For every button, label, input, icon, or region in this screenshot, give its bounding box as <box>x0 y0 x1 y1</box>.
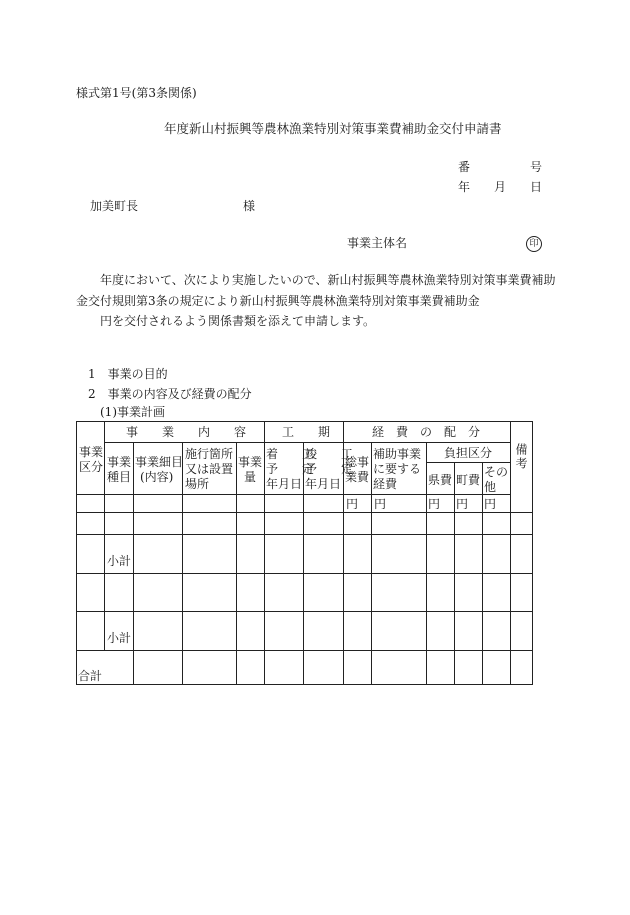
header-total-cost-line1: 総事 <box>345 455 370 469</box>
header-start-date-line2: 予 定 <box>266 462 315 476</box>
header-start-date-line3: 年月日 <box>266 477 303 491</box>
header-project-category-line2: 区分 <box>79 460 104 474</box>
applicant-label: 事業主体名 <box>347 236 408 250</box>
yen-unit-other: 円 <box>484 497 497 511</box>
header-total-cost-line2: 業費 <box>345 470 370 484</box>
document-title: 年度新山村振興等農林漁業特別対策事業費補助金交付申請書 <box>164 121 502 136</box>
header-completion-date-line3: 年月日 <box>305 477 342 491</box>
header-start-date-line1: 着 工 <box>266 447 315 461</box>
addressee-honorific: 様 <box>243 199 256 213</box>
project-plan-table <box>76 421 533 685</box>
subtotal-label-2: 小計 <box>107 631 132 645</box>
header-other-line2: 他 <box>484 480 497 494</box>
item-plan: (1)事業計画 <box>100 405 165 419</box>
body-line-1: 年度において、次により実施したいので、新山村振興等農林漁業特別対策事業費補助 <box>100 273 556 287</box>
header-subsidized-cost-line2: に要する <box>373 462 422 476</box>
date-label: 年 月 日 <box>458 180 543 194</box>
item-purpose: 1 事業の目的 <box>88 367 168 381</box>
form-number: 様式第1号(第3条関係) <box>76 86 197 100</box>
header-quantity-line1: 事業 <box>238 455 263 469</box>
header-project-type-line2: 種目 <box>107 470 132 484</box>
header-construction-period: 工 期 <box>282 425 331 439</box>
yen-unit-prefecture: 円 <box>428 497 441 511</box>
header-other-line1: その <box>484 465 509 479</box>
header-location-line2: 又は設置 <box>185 462 234 476</box>
header-subsidized-cost-line1: 補助事業 <box>373 447 422 461</box>
header-location-line3: 場所 <box>185 477 210 491</box>
document-number-label: 番 号 <box>458 160 543 174</box>
header-project-content: 事 業 内 容 <box>126 425 247 439</box>
grand-total-label: 合計 <box>78 669 103 683</box>
header-completion-date-line2: 予 定 <box>305 462 354 476</box>
body-line-3: 円を交付されるよう関係書類を添えて申請します。 <box>100 314 376 328</box>
addressee: 加美町長 <box>90 199 139 213</box>
header-burden-category: 負担区分 <box>444 446 493 460</box>
header-town-cost: 町費 <box>456 473 481 487</box>
header-project-detail-line1: 事業細目 <box>135 455 184 469</box>
yen-unit-town: 円 <box>456 497 469 511</box>
header-project-category-line1: 事業 <box>79 445 104 459</box>
yen-unit-total: 円 <box>346 497 359 511</box>
header-prefecture-cost: 県費 <box>428 473 453 487</box>
header-project-type-line1: 事業 <box>107 455 132 469</box>
header-subsidized-cost-line3: 経費 <box>373 477 398 491</box>
header-cost-allocation: 経 費 の 配 分 <box>372 425 481 439</box>
body-line-2: 金交付規則第3条の規定により新山村振興等農林漁業特別対策事業費補助金 <box>76 294 480 308</box>
seal-mark: 印 <box>526 236 542 252</box>
yen-unit-subsidized: 円 <box>374 497 387 511</box>
subtotal-label-1: 小計 <box>107 554 132 568</box>
header-completion-date-line1: 竣 工 <box>305 447 354 461</box>
header-project-detail-line2: (内容) <box>140 470 174 484</box>
header-location-line1: 施行箇所 <box>185 447 234 461</box>
header-remarks: 備考 <box>514 443 528 471</box>
item-content: 2 事業の内容及び経費の配分 <box>88 387 252 401</box>
header-quantity-line2: 量 <box>244 470 257 484</box>
